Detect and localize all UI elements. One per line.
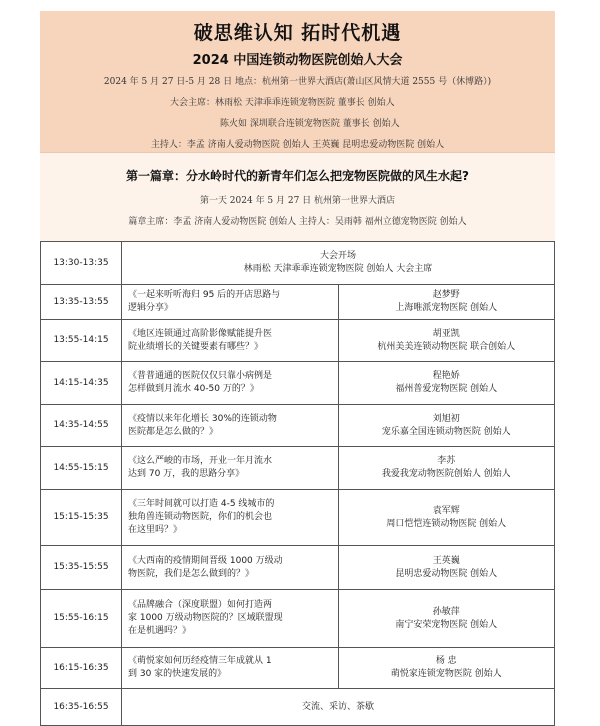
- topic-line: 《普普通通的医院仅仅只靠小病例是: [128, 371, 273, 381]
- topic-line: 《疫情以来年化增长 30%的连锁动物: [128, 413, 277, 424]
- topic-line: 《地区连锁通过高阶影像赋能提升医: [128, 328, 273, 339]
- topic-line: 《这么严峻的市场，开业一年月流水: [128, 456, 273, 466]
- speaker-cell: [338, 320, 555, 362]
- speaker-organization: 萌悦家连锁宠物医院 创始人: [390, 669, 502, 679]
- time-slot: 15:15-15:35: [41, 490, 122, 546]
- talk-topic: [122, 590, 339, 648]
- speaker-cell: [338, 447, 555, 490]
- speaker-organization: 我爱我宠动物医院创始人 创始人: [381, 469, 511, 479]
- schedule-row: [41, 285, 555, 320]
- speaker-organization: 福州普爱宠物医院 创始人: [395, 384, 498, 394]
- talk-topic: [122, 546, 339, 590]
- speaker-name: 胡亚凯: [432, 328, 460, 339]
- speaker-organization: 杭州美美连锁动物医院 联合创始人: [377, 341, 516, 352]
- talk-topic: [122, 285, 339, 320]
- schedule-row: [41, 320, 555, 362]
- time-slot: 13:55-14:15: [41, 320, 122, 362]
- time-slot: 14:35-14:55: [41, 405, 122, 447]
- time-slot: 16:15-16:35: [41, 648, 122, 689]
- topic-line: 物医院，我们是怎么做到的？》: [128, 568, 255, 579]
- time-slot: 13:35-13:55: [41, 285, 122, 320]
- hosts-line: 主持人：李孟 济南人爱动物医院 创始人 王英巍 昆明忠爱动物医院 创始人: [150, 140, 445, 150]
- speaker-cell: [338, 648, 555, 689]
- speaker-cell: [338, 405, 555, 447]
- schedule-row: [41, 447, 555, 490]
- speaker-name: 孙敏萍: [432, 606, 460, 617]
- schedule-row: [41, 590, 555, 648]
- talk-topic: [122, 447, 339, 490]
- schedule-row: [41, 490, 555, 546]
- speaker-organization: 周口恺恺连锁动物医院 创始人: [386, 518, 507, 529]
- speaker-cell: [338, 490, 555, 546]
- section-chairs-line: 篇章主席：李孟 济南人爱动物医院 创始人 主持人：吴雨韩 福州立德宠物医院 创始人: [128, 217, 467, 227]
- speaker-name: 刘旭初: [432, 413, 460, 424]
- speaker-name: 程艳娇: [432, 371, 460, 381]
- time-slot: 15:35-15:55: [41, 546, 122, 590]
- chairman-line-2: 陈火如 深圳联合连锁宠物医院 董事长 创始人: [220, 119, 400, 129]
- topic-line: 到 30 家的快速发展的》: [128, 669, 227, 679]
- talk-topic: [122, 362, 339, 405]
- section-date-line: 第一天 2024 年 5 月 27 日 杭州第一世界大酒店: [199, 196, 396, 206]
- chairman-line-1: 大会主席：林雨松 天津乖乖连锁宠物医院 董事长 创始人: [170, 98, 395, 108]
- schedule-row: [41, 546, 555, 590]
- topic-line: 《大西南的疫情期间晋级 1000 万级动: [128, 555, 283, 566]
- time-slot: 15:55-16:15: [41, 590, 122, 648]
- session-text-line: 大会开场: [319, 251, 356, 261]
- speaker-organization: 昆明忠爱动物医院 创始人: [395, 568, 498, 579]
- topic-line: 家 1000 万级动物医院的？区域联盟现: [128, 613, 283, 623]
- conference-header: [40, 11, 555, 152]
- topic-line: 在这里吗？》: [128, 525, 183, 535]
- schedule-row: [41, 689, 555, 726]
- talk-topic: [122, 648, 339, 689]
- topic-line: 医院都是怎么做的？》: [128, 426, 219, 437]
- speaker-name: 赵梦野: [432, 290, 460, 300]
- session-merged-cell: [122, 689, 555, 726]
- speaker-organization: 上海唯派宠物医院 创始人: [395, 303, 498, 313]
- topic-line: 达到 70 万，我的思路分享》: [128, 469, 245, 479]
- talk-topic: [122, 320, 339, 362]
- speaker-organization: 宠乐嘉全国连锁动物医院 创始人: [381, 426, 511, 437]
- speaker-name: 杨 忠: [435, 656, 457, 666]
- topic-line: 独角兽连锁动物医院，你们的机会也: [128, 512, 273, 522]
- conference-title: 2024 中国连锁动物医院创始人大会: [192, 53, 403, 68]
- talk-topic: [122, 490, 339, 546]
- topic-line: 《萌悦家如何历经疫情三年成就从 1: [128, 656, 272, 666]
- topic-line: 怎样做到月流水 40-50 万的？》: [128, 384, 259, 394]
- speaker-cell: [338, 590, 555, 648]
- speaker-name: 袁军辉: [432, 505, 460, 516]
- session-text-line: 交流、采访、茶歇: [301, 701, 374, 712]
- speaker-name: 李苏: [437, 456, 456, 466]
- time-slot: 14:55-15:15: [41, 447, 122, 490]
- session-merged-cell: [122, 242, 555, 285]
- topic-line: 院业绩增长的关键要素有哪些？》: [128, 341, 264, 352]
- poster: [40, 11, 555, 726]
- talk-topic: [122, 405, 339, 447]
- topic-line: 逻辑分享》: [128, 303, 174, 313]
- schedule-row: [41, 405, 555, 447]
- topic-line: 《品牌融合（深度联盟）如何打造两: [128, 600, 273, 610]
- speaker-cell: [338, 362, 555, 405]
- time-slot: 16:35-16:55: [41, 689, 122, 726]
- schedule-row: [41, 648, 555, 689]
- section-title: 第一篇章：分水岭时代的新青年们怎么把宠物医院做的风生水起?: [126, 169, 469, 183]
- time-slot: 13:30-13:35: [41, 242, 122, 285]
- speaker-cell: [338, 285, 555, 320]
- speaker-name: 王英巍: [432, 555, 460, 566]
- topic-line: 《三年时间就可以打造 4-5 线城市的: [128, 499, 275, 509]
- topic-line: 《一起来听听海归 95 后的开店思路与: [128, 290, 281, 300]
- speaker-organization: 南宁安荣宠物医院 创始人: [395, 619, 498, 630]
- speaker-cell: [338, 546, 555, 590]
- conference-slogan: 破思维认知 拓时代机遇: [193, 22, 402, 44]
- schedule-row: [41, 242, 555, 285]
- section-header: [40, 152, 555, 241]
- topic-line: 在是机遇吗？》: [128, 626, 192, 636]
- date-venue-line: 2024 年 5 月 27 日-5 月 28 日 地点：杭州第一世界大酒店(萧山区风情大道 2555 号（休博路）): [103, 77, 492, 87]
- session-text-line: 林雨松 天津乖乖连锁宠物医院 创始人 大会主席: [243, 264, 433, 274]
- schedule-table: [40, 241, 555, 726]
- schedule-row: [41, 362, 555, 405]
- time-slot: 14:15-14:35: [41, 362, 122, 405]
